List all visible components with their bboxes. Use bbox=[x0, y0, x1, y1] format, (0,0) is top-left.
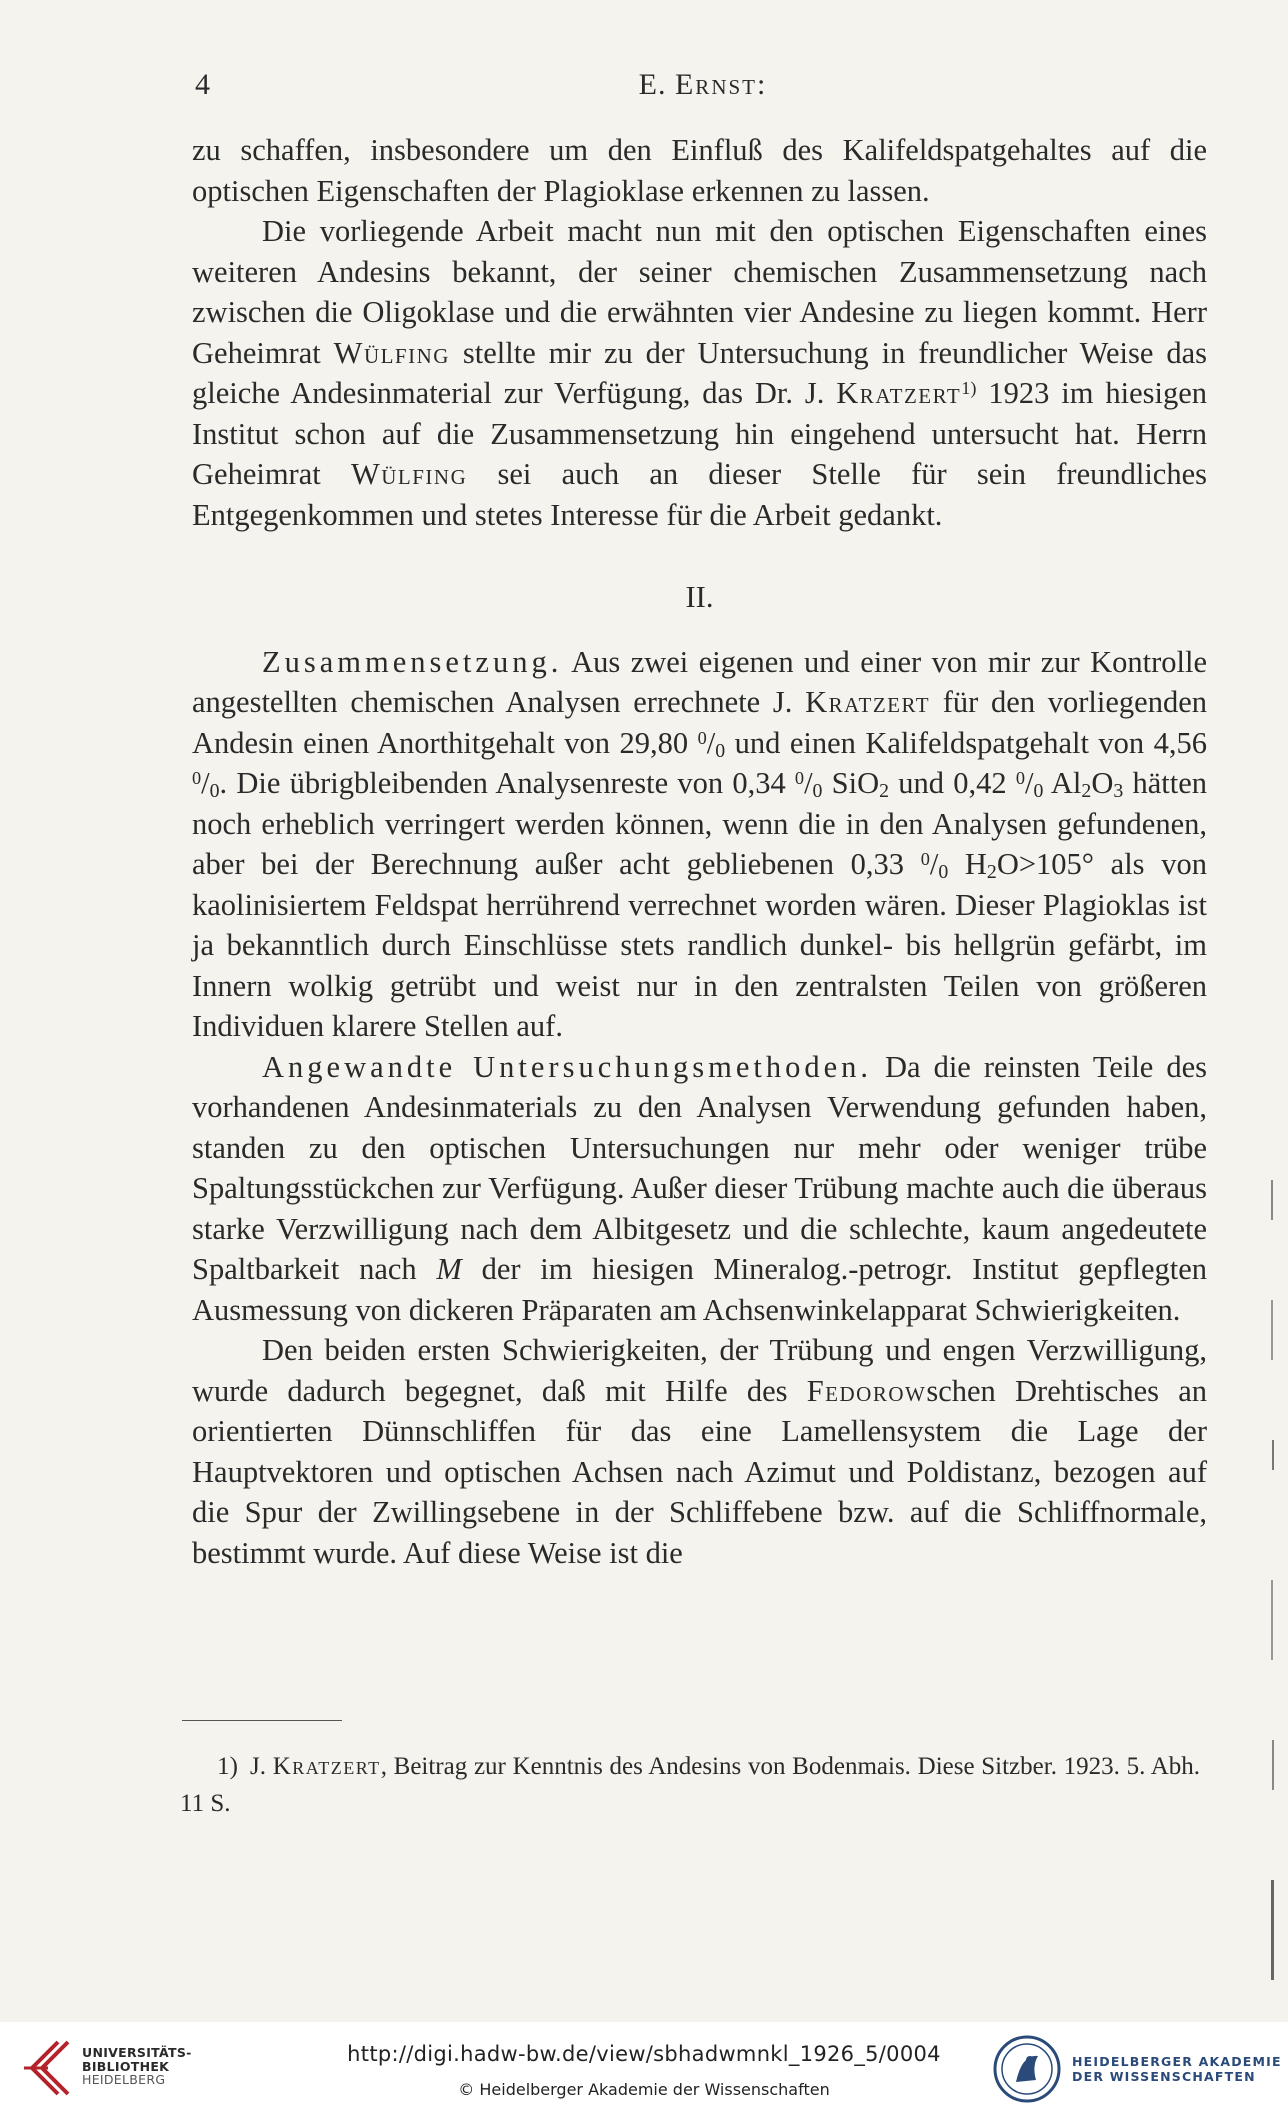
percent-sign-top: 0 bbox=[697, 727, 707, 748]
text-run: sei auch an dieser Stelle für sein freundliches Entgegenkommen und stetes Interesse für die Arbeit gedankt. bbox=[192, 457, 1208, 532]
page-number: 4 bbox=[195, 68, 210, 101]
footnote bbox=[180, 1748, 1200, 1822]
text-run: Da die reinsten Teile des vorhandenen Andesinmaterials zu den Analysen Verwendung gefunden haben, standen zu den optischen Untersuchungen nur mehr oder weniger trübe Spaltungsstückchen zur Verfügung. Außer dieser Trübung machte auch die überaus starke Verzwilligung nach dem Albitgesetz und die schlechte, kaum angedeutete Spaltbarkeit nach bbox=[192, 1049, 1207, 1286]
formula-subscript: 2 bbox=[879, 779, 890, 802]
running-head-initial: E. bbox=[638, 68, 675, 101]
formula-run: O bbox=[1091, 766, 1114, 800]
text-run: . Die übrigbleibenden Analysenreste von 0,34 bbox=[219, 766, 795, 800]
percent-sign-bottom: 0 bbox=[812, 779, 823, 802]
permalink-url[interactable]: http://digi.hadw-bw.de/view/sbhadwmnkl_1926_5/0004 bbox=[347, 2042, 941, 2066]
text-run: stellte mir zu der Untersuchung in freundlicher Weise das gleiche Andesinmaterial zur Verfügung, das Dr. J. bbox=[192, 335, 1207, 410]
italic-symbol: M bbox=[436, 1252, 462, 1286]
paragraph-heading: Angewandte Untersuchungsmethoden. bbox=[262, 1049, 873, 1084]
author-name: Wülfing bbox=[350, 457, 468, 491]
academy-seal-icon[interactable] bbox=[992, 2034, 1062, 2104]
text-run: schen Drehtisches an orientierten Dünnschliffen für das eine Lamellensystem die Lage der Hauptvektoren und optischen Achsen nach Azimut und Poldistanz, bezogen auf die Spur der Zwillingsebene in der Schliffebene bzw. auf die Schliffnormale, bestimmt wurde. Auf diese Weise ist die bbox=[192, 1373, 1207, 1570]
author-name: Wülfing bbox=[333, 335, 450, 370]
text-run: der im hiesigen Mineralog.-petrogr. Institut gepflegten Ausmessung von dickeren Präparaten am Achsenwinkelapparat Schwierigkeiten. bbox=[192, 1252, 1207, 1327]
text-run: und einen Kalifeldspatgehalt von 4,56 bbox=[725, 725, 1207, 760]
author-name: Kratzert bbox=[805, 685, 931, 719]
page-edge-marks bbox=[1270, 1180, 1276, 2000]
percent-sign-bottom: 0 bbox=[938, 860, 949, 883]
paragraph-4 bbox=[192, 1047, 1207, 1331]
text-run: Die vorliegende Arbeit macht nun mit den optischen Eigenschaften eines weiteren Andesins bekannt, der seiner chemischen Zusammensetzung nach zwischen die Oligoklase und die erwähnten vier Andesine zu liegen kommt. Herr Geheimrat bbox=[192, 214, 1207, 370]
footnote-reference[interactable]: 1) bbox=[961, 377, 977, 398]
academy-name bbox=[1072, 2054, 1282, 2084]
text-run: Aus zwei eigenen und einer von mir zur Kontrolle angestellten chemischen Analysen errechnete J. bbox=[192, 644, 1207, 719]
paragraph-5 bbox=[192, 1330, 1207, 1573]
text-run: Den beiden ersten Schwierigkeiten, der Trübung und engen Verzwilligung, wurde dadurch begegnet, daß mit Hilfe des bbox=[192, 1333, 1207, 1408]
formula-run: H bbox=[948, 847, 987, 881]
percent-sign-top: 0 bbox=[1015, 767, 1025, 788]
body-text bbox=[192, 130, 1207, 1573]
text-run: 1923 im hiesigen Institut schon auf die Zusammensetzung hin eingehend untersucht hat. Herrn Geheimrat bbox=[192, 376, 1207, 491]
percent-sign-bottom: 0 bbox=[1033, 779, 1044, 802]
page-header bbox=[195, 68, 1210, 108]
paragraph-2 bbox=[192, 211, 1207, 535]
paragraph-1-text: zu schaffen, insbesondere um den Einfluß des Kalifeldspatgehaltes auf die optischen Eigenschaften der Plagioklase erkennen zu lassen. bbox=[192, 133, 1207, 208]
author-name: Kratzert bbox=[836, 376, 962, 410]
section-heading: II. bbox=[685, 580, 714, 614]
formula-subscript: 3 bbox=[1113, 779, 1124, 802]
formula-run: SiO bbox=[822, 766, 880, 800]
text-run: für den vorliegenden Andesin einen Anorthitgehalt von 29,80 bbox=[192, 685, 1207, 760]
library-line-2: BIBLIOTHEK bbox=[82, 2058, 170, 2074]
percent-sign-top: 0 bbox=[920, 848, 930, 869]
paragraph-3: Zusammensetzung. Aus zwei eigenen und einer von mir zur Kontrolle angestellten chemischen Analysen errechnete J. Kratzert für den vorliegenden Andesin einen Anorthitgehalt von 29,80 $^0/_0$ und einen Kalifeldspatgehalt von 4,56 $^0/_0$. Die übrigbleibenden Analysenreste von 0,34 $^0/_0$ SiO$_2$ und 0,42 $^0/_0$ $Al_2O_3$ hätten noch erheblich verringert werden können, wenn die in den Analysen gefundenen, aber bei der Berechnung außer acht gebliebenen 0,33 $^0/_0$ $H_2O>105^\circ$ als von kaolinisiertem Feldspat herrührend verrechnet worden wären. Dieser Plagioklas ist ja bekanntlich durch Einschlüsse stets randlich dunkel- bis hellgrün gefärbt, im Innern wolkig getrübt und weist nur in den zentralsten Teilen von größeren Individuen klarere Stellen auf. bbox=[192, 644, 1207, 1043]
percent-sign-top: 0 bbox=[794, 767, 805, 788]
formula-run: Al bbox=[1043, 766, 1082, 800]
academy-line-2: DER WISSENSCHAFTEN bbox=[1072, 2069, 1256, 2084]
text-run: hätten noch erheblich verringert werden können, wenn die in den Analysen gefundenen, aber bei der Berechnung außer acht gebliebenen 0,33 bbox=[192, 766, 1207, 881]
percent-sign-top: 0 bbox=[192, 767, 202, 788]
text-run: O>105° als von kaolinisiertem Feldspat herrührend verrechnet worden wären. Dieser Plagioklas ist ja bekanntlich durch Einschlüsse stets randlich dunkel- bis hellgrün gefärbt, im Innern wolkig getrübt und weist nur in den zentralsten Teilen von größeren Individuen klarere Stellen auf. bbox=[192, 847, 1207, 1043]
percent-sign-bottom: 0 bbox=[209, 779, 220, 802]
text-run: J. bbox=[250, 1753, 273, 1780]
paragraph-heading: Zusammensetzung. bbox=[262, 644, 563, 679]
academy-line-1: HEIDELBERGER AKADEMIE bbox=[1072, 2054, 1282, 2069]
library-line-1: UNIVERSITÄTS- bbox=[82, 2045, 192, 2060]
footer-bar bbox=[0, 2022, 1288, 2117]
text-run: , Beitrag zur Kenntnis des Andesins von Bodenmais. Diese Sitzber. 1923. 5. Abh. 11 S. bbox=[180, 1753, 1201, 1817]
running-head-colon: : bbox=[757, 68, 767, 101]
paragraph-1 bbox=[192, 130, 1207, 211]
footnote-divider bbox=[182, 1720, 342, 1721]
library-line-3: HEIDELBERG bbox=[82, 2072, 166, 2087]
percent-sign-bottom: 0 bbox=[715, 739, 726, 762]
author-name: Fedorow bbox=[806, 1373, 927, 1408]
running-head-author: Ernst bbox=[674, 68, 757, 101]
copyright-notice: © Heidelberger Akademie der Wissenschaften bbox=[458, 2080, 830, 2099]
running-head bbox=[195, 68, 1210, 102]
author-name: Kratzert bbox=[272, 1753, 381, 1780]
footnote-mark: 1) bbox=[217, 1753, 238, 1780]
formula-subscript: 2 bbox=[1081, 779, 1092, 802]
formula-subscript: 2 bbox=[986, 860, 997, 883]
text-run: und 0,42 bbox=[889, 766, 1016, 800]
